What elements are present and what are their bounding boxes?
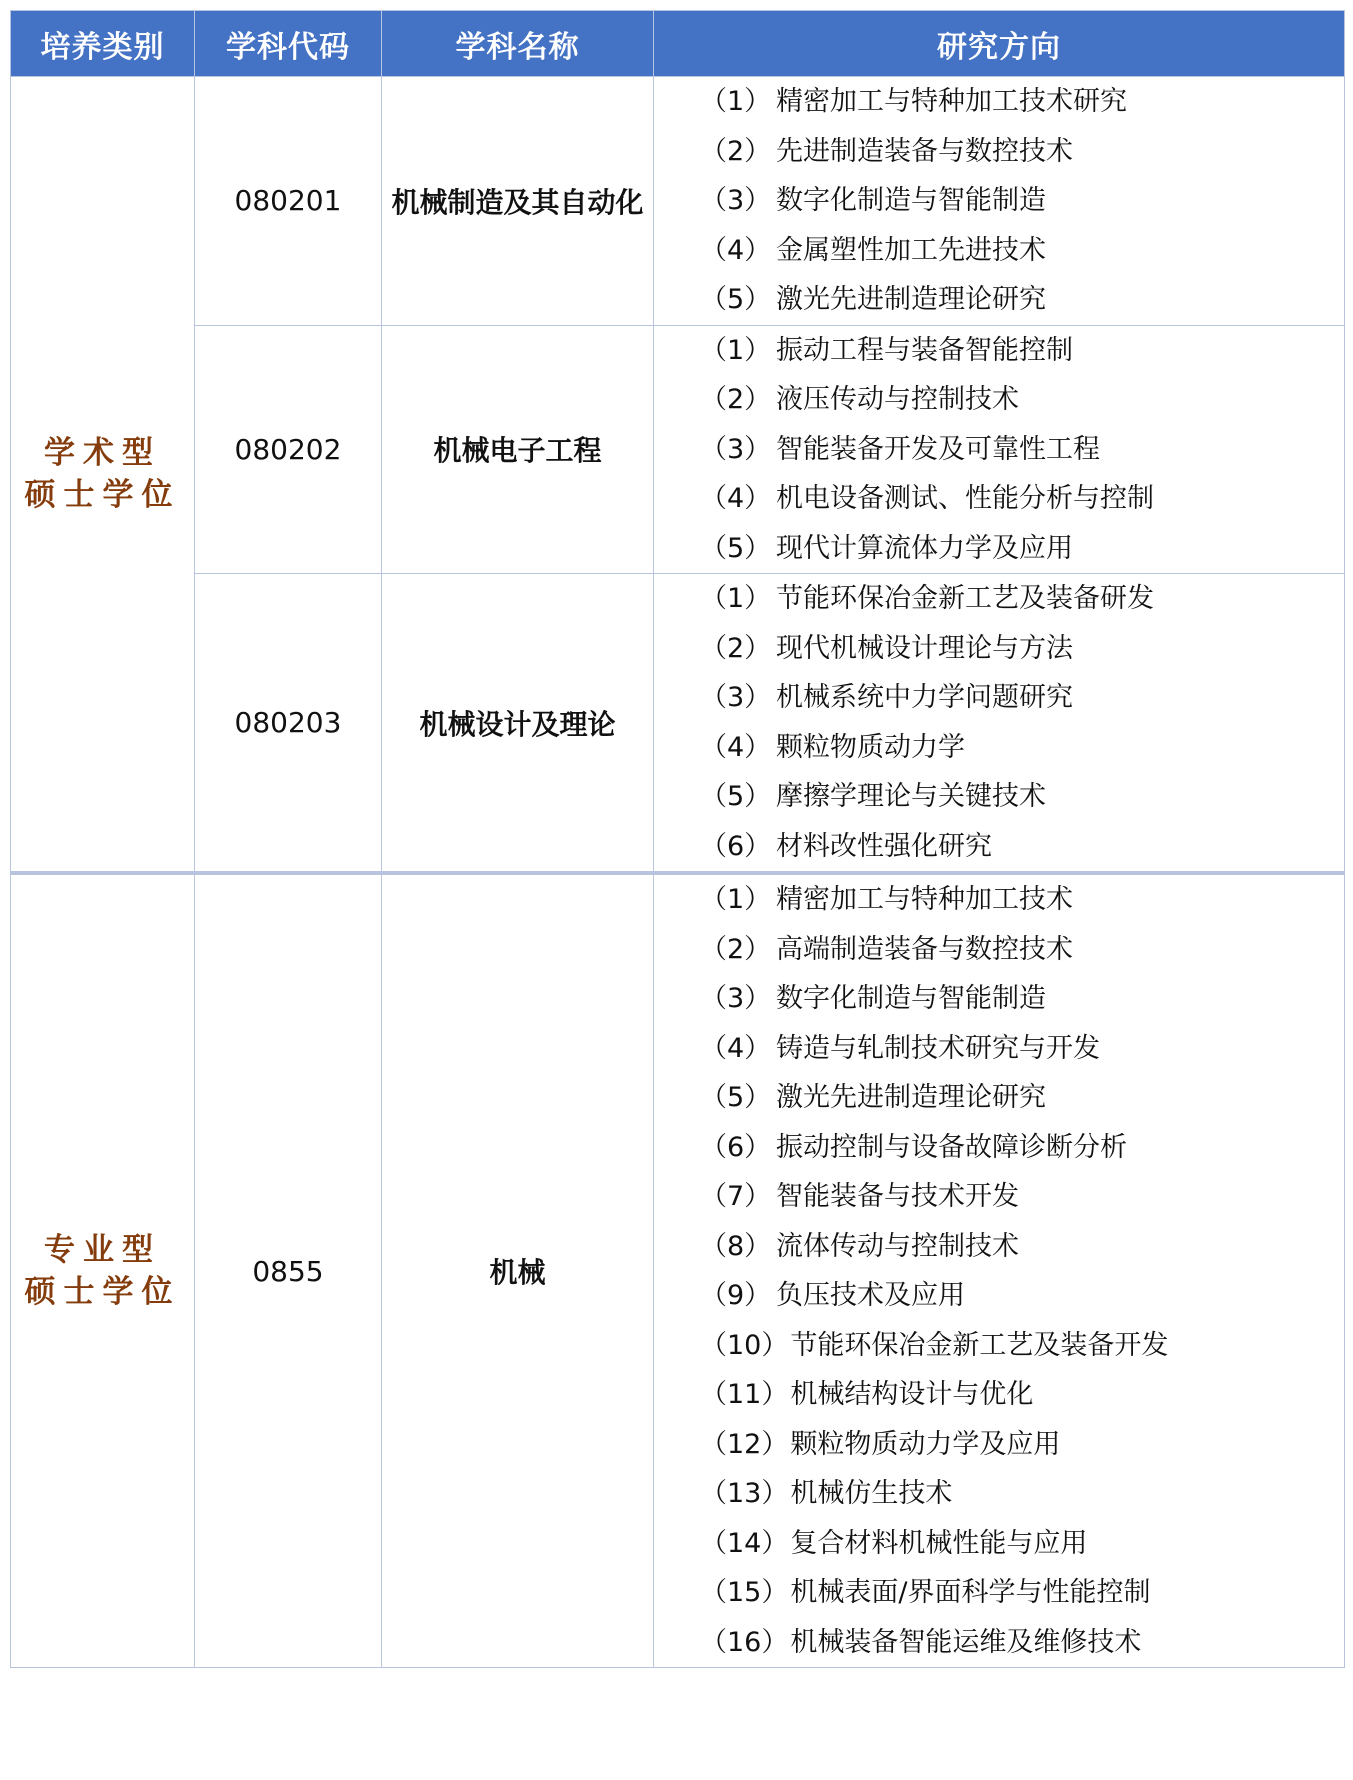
direction-item (654, 822, 1344, 872)
direction-text: 机械仿生技术 (790, 1478, 953, 1509)
direction-text: 现代计算流体力学及应用 (776, 532, 1073, 564)
subject-name: 机械 (382, 873, 654, 1668)
direction-text: 节能环保冶金新工艺及装备研发 (776, 583, 1154, 614)
direction-number: （4） (700, 483, 772, 514)
direction-text: 精密加工与特种加工技术 (776, 884, 1073, 915)
direction-item (654, 226, 1344, 276)
direction-item (654, 375, 1344, 425)
direction-number: （15） (700, 1577, 789, 1608)
directions-cell (654, 873, 1345, 1668)
direction-item (654, 574, 1344, 624)
discipline-table (10, 10, 1345, 1668)
direction-text: 颗粒物质动力学及应用 (790, 1428, 1061, 1460)
header-category: 培养类别 (11, 11, 195, 77)
direction-text: 智能装备与技术开发 (776, 1181, 1019, 1212)
direction-text: 振动控制与设备故障诊断分析 (776, 1131, 1127, 1163)
direction-number: （7） (700, 1181, 772, 1212)
direction-text: 材料改性强化研究 (776, 830, 992, 862)
direction-number: （16） (700, 1626, 789, 1658)
direction-item (654, 77, 1344, 127)
direction-text: 节能环保冶金新工艺及装备开发 (790, 1329, 1169, 1361)
direction-text: 振动工程与装备智能控制 (776, 334, 1073, 366)
direction-text: 液压传动与控制技术 (776, 384, 1019, 415)
direction-number: （10） (700, 1329, 789, 1361)
direction-item (654, 772, 1344, 822)
direction-item (654, 1469, 1344, 1519)
category-cell (11, 77, 195, 874)
direction-text: 机械结构设计与优化 (790, 1379, 1034, 1410)
header-code: 学科代码 (195, 11, 382, 77)
direction-item (654, 1271, 1344, 1321)
subject-code: 080202 (195, 325, 382, 574)
direction-text: 摩擦学理论与关键技术 (776, 781, 1046, 812)
direction-number: （8） (700, 1230, 772, 1262)
direction-number: （3） (700, 682, 772, 713)
header-row (11, 11, 1345, 77)
direction-text: 先进制造装备与数控技术 (776, 135, 1073, 167)
subject-code: 0855 (195, 873, 382, 1668)
subject-code: 080201 (195, 77, 382, 326)
table-row (11, 325, 1345, 574)
directions-cell (654, 574, 1345, 874)
subject-name: 机械制造及其自动化 (382, 77, 654, 326)
direction-item (654, 1370, 1344, 1420)
direction-text: 复合材料机械性能与应用 (790, 1527, 1088, 1559)
direction-item (654, 1420, 1344, 1470)
direction-number: （1） (700, 334, 772, 366)
direction-item (654, 326, 1344, 376)
direction-number: （4） (700, 731, 772, 763)
direction-item (654, 673, 1344, 723)
subject-code: 080203 (195, 574, 382, 874)
direction-number: （4） (700, 1032, 772, 1064)
direction-item (654, 875, 1344, 925)
direction-item (654, 1618, 1344, 1668)
directions-cell (654, 77, 1345, 326)
direction-number: （4） (700, 234, 772, 266)
direction-number: （11） (700, 1379, 789, 1410)
direction-item (654, 127, 1344, 177)
category-line-2: 硕士学位 (24, 477, 181, 513)
direction-text: 铸造与轧制技术研究与开发 (776, 1032, 1100, 1064)
direction-number: （3） (700, 983, 772, 1014)
direction-item (654, 1024, 1344, 1074)
table-row (11, 574, 1345, 874)
direction-text: 机械系统中力学问题研究 (776, 682, 1073, 713)
direction-number: （2） (700, 135, 772, 167)
direction-item (654, 1172, 1344, 1222)
direction-item (654, 524, 1344, 574)
direction-number: （5） (700, 1082, 772, 1113)
direction-item (654, 1519, 1344, 1569)
direction-item (654, 474, 1344, 524)
subject-name: 机械电子工程 (382, 325, 654, 574)
direction-number: （3） (700, 433, 772, 465)
direction-item (654, 1321, 1344, 1371)
category-line-2: 硕士学位 (24, 1274, 181, 1310)
direction-number: （5） (700, 781, 772, 812)
direction-text: 机械装备智能运维及维修技术 (790, 1626, 1142, 1658)
direction-item (654, 176, 1344, 226)
direction-text: 机电设备测试、性能分析与控制 (776, 483, 1154, 514)
direction-number: （6） (700, 830, 772, 862)
direction-text: 颗粒物质动力学 (776, 731, 965, 763)
direction-text: 流体传动与控制技术 (776, 1230, 1019, 1262)
direction-text: 激光先进制造理论研究 (776, 1082, 1046, 1113)
direction-text: 精密加工与特种加工技术研究 (776, 86, 1127, 117)
direction-item (654, 275, 1344, 325)
category-line-1: 学术型 (44, 435, 161, 471)
category-cell (11, 873, 195, 1668)
category-line-1: 专业型 (44, 1232, 161, 1268)
header-name: 学科名称 (382, 11, 654, 77)
direction-item (654, 1073, 1344, 1123)
direction-text: 金属塑性加工先进技术 (776, 234, 1046, 266)
direction-text: 数字化制造与智能制造 (776, 185, 1046, 216)
direction-text: 数字化制造与智能制造 (776, 983, 1046, 1014)
direction-number: （2） (700, 933, 772, 965)
direction-item (654, 1222, 1344, 1272)
direction-text: 机械表面/界面科学与性能控制 (790, 1577, 1151, 1608)
direction-item (654, 925, 1344, 975)
direction-number: （5） (700, 284, 772, 315)
header-directions: 研究方向 (654, 11, 1345, 77)
table-row (11, 77, 1345, 326)
direction-number: （12） (700, 1428, 789, 1460)
table-body (11, 77, 1345, 1668)
direction-item (654, 723, 1344, 773)
direction-text: 智能装备开发及可靠性工程 (776, 433, 1100, 465)
direction-number: （2） (700, 384, 772, 415)
table-row (11, 873, 1345, 1668)
direction-number: （1） (700, 86, 772, 117)
direction-text: 现代机械设计理论与方法 (776, 632, 1073, 664)
direction-number: （14） (700, 1527, 789, 1559)
direction-item (654, 624, 1344, 674)
direction-number: （1） (700, 884, 772, 915)
direction-number: （1） (700, 583, 772, 614)
direction-number: （2） (700, 632, 772, 664)
direction-number: （13） (700, 1478, 789, 1509)
direction-number: （5） (700, 532, 772, 564)
subject-name: 机械设计及理论 (382, 574, 654, 874)
direction-item (654, 425, 1344, 475)
direction-text: 负压技术及应用 (776, 1280, 965, 1311)
direction-number: （6） (700, 1131, 772, 1163)
direction-item (654, 1568, 1344, 1618)
direction-text: 激光先进制造理论研究 (776, 284, 1046, 315)
direction-item (654, 974, 1344, 1024)
directions-cell (654, 325, 1345, 574)
direction-number: （3） (700, 185, 772, 216)
direction-text: 高端制造装备与数控技术 (776, 933, 1073, 965)
direction-item (654, 1123, 1344, 1173)
direction-number: （9） (700, 1280, 772, 1311)
